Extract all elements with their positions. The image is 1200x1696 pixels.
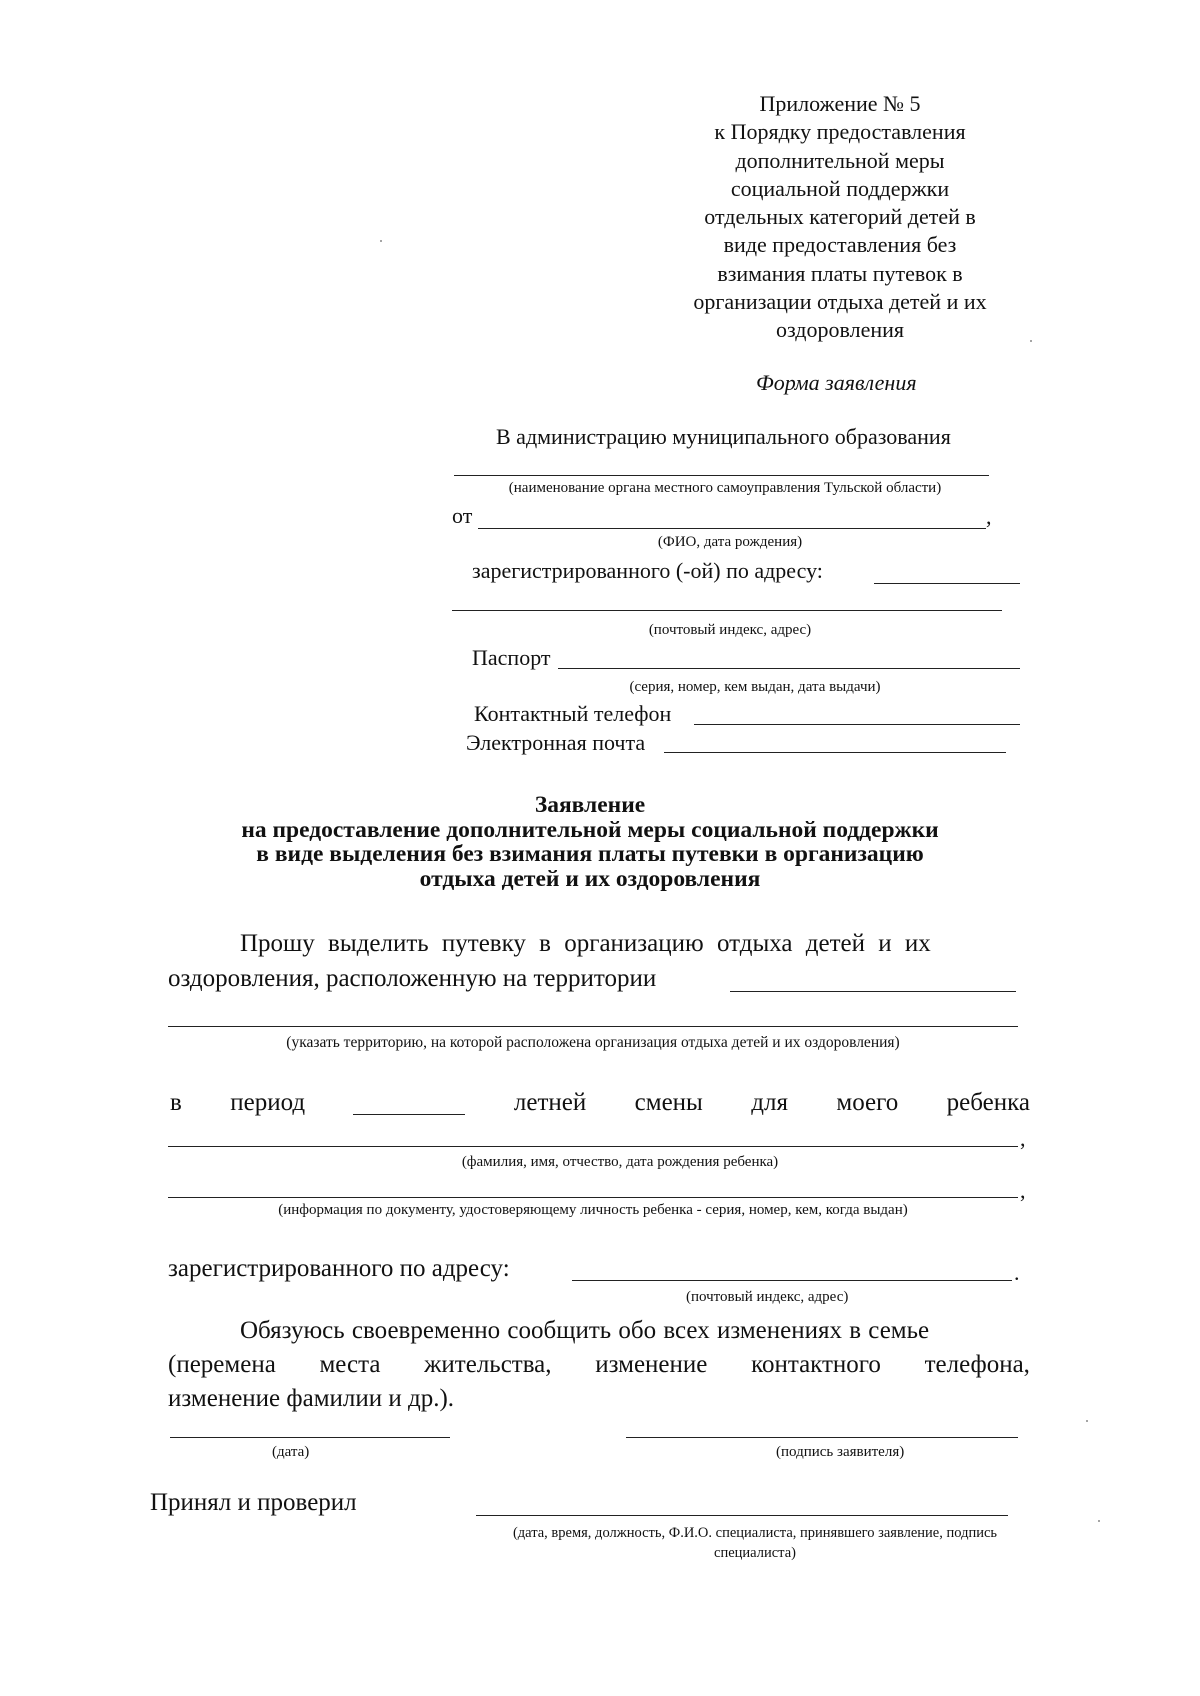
date-field[interactable] bbox=[170, 1437, 450, 1438]
obligation-line-2 bbox=[168, 1352, 1030, 1377]
specialist-caption-1: (дата, время, должность, Ф.И.О. специалиста, принявшего заявление, подпись bbox=[512, 1525, 998, 1541]
fio-caption: (ФИО, дата рождения) bbox=[657, 534, 803, 550]
passport-caption: (серия, номер, кем выдан, дата выдачи) bbox=[629, 679, 881, 695]
scan-speck bbox=[1086, 1420, 1088, 1422]
from-label: от bbox=[452, 503, 473, 528]
appendix-block bbox=[660, 90, 1020, 345]
from-comma: , bbox=[986, 504, 992, 529]
form-label: Форма заявления bbox=[756, 370, 917, 395]
email-field[interactable] bbox=[664, 752, 1006, 753]
territory-field[interactable] bbox=[730, 991, 1016, 992]
period-word: смены bbox=[634, 1089, 703, 1116]
child-registered-label: зарегистрированного по адресу: bbox=[168, 1255, 510, 1282]
child-info-field[interactable] bbox=[168, 1146, 1018, 1147]
child-document-field[interactable] bbox=[168, 1197, 1018, 1198]
obligation-line-3: изменение фамилии и др.). bbox=[168, 1385, 455, 1412]
request-line-1 bbox=[240, 931, 1030, 956]
registered-address-field[interactable] bbox=[874, 583, 1020, 584]
obligation-word: телефона, bbox=[924, 1351, 1030, 1378]
child-registered-dot: . bbox=[1014, 1260, 1020, 1285]
period-word: в bbox=[170, 1089, 182, 1116]
email-label: Электронная почта bbox=[466, 730, 646, 755]
appendix-line: Приложение № 5 bbox=[759, 91, 921, 116]
period-word: для bbox=[751, 1089, 788, 1116]
accepted-label: Принял и проверил bbox=[150, 1489, 357, 1516]
signature-caption: (подпись заявителя) bbox=[776, 1444, 905, 1460]
scan-speck bbox=[380, 240, 382, 242]
child-comma: , bbox=[1020, 1126, 1026, 1151]
title-line: на предоставление дополнительной меры социальной поддержки bbox=[241, 816, 939, 843]
appendix-line: организации отдыха детей и их bbox=[693, 289, 987, 315]
child-address-field[interactable] bbox=[572, 1280, 1012, 1281]
appendix-line: оздоровления bbox=[776, 317, 904, 343]
appendix-line: виде предоставления без bbox=[723, 232, 957, 258]
title-line: в виде выделения без взимания платы путевки в организацию bbox=[256, 841, 924, 867]
appendix-line: к Порядку предоставления bbox=[714, 119, 966, 145]
doc-comma: , bbox=[1020, 1178, 1026, 1203]
doc-caption: (информация по документу, удостоверяющему личность ребенка - серия, номер, кем, когда выдан) bbox=[278, 1202, 908, 1218]
appendix-line: взимания платы путевок в bbox=[717, 260, 963, 286]
date-caption: (дата) bbox=[272, 1444, 310, 1460]
admin-caption: (наименование органа местного самоуправления Тульской области) bbox=[508, 480, 942, 496]
period-word: моего bbox=[836, 1089, 899, 1116]
scan-speck bbox=[1030, 340, 1032, 342]
child-address-caption: (почтовый индекс, адрес) bbox=[686, 1289, 849, 1305]
obligation-word: контактного bbox=[751, 1351, 881, 1378]
scan-speck bbox=[1098, 1520, 1100, 1522]
territory-field-2[interactable] bbox=[168, 1026, 1018, 1027]
title-line: отдыха детей и их оздоровления bbox=[419, 865, 761, 892]
appendix-line: дополнительной меры bbox=[735, 147, 945, 173]
phone-label: Контактный телефон bbox=[474, 701, 672, 726]
address-caption: (почтовый индекс, адрес) bbox=[648, 622, 812, 638]
period-blank[interactable] bbox=[353, 1090, 465, 1115]
child-caption: (фамилия, имя, отчество, дата рождения ребенка) bbox=[461, 1154, 779, 1170]
obligation-word: изменение bbox=[595, 1351, 708, 1378]
phone-field[interactable] bbox=[694, 724, 1020, 725]
to-admin-text: В администрацию муниципального образования bbox=[496, 424, 951, 449]
obligation-word: места bbox=[319, 1351, 381, 1378]
period-word: летней bbox=[513, 1089, 587, 1116]
passport-field[interactable] bbox=[558, 668, 1020, 669]
request-line-2: оздоровления, расположенную на территории bbox=[168, 965, 657, 992]
registered-label: зарегистрированного (-ой) по адресу: bbox=[472, 558, 823, 583]
document-title bbox=[140, 793, 1040, 891]
period-word: ребенка bbox=[946, 1089, 1030, 1116]
applicant-signature-field[interactable] bbox=[626, 1437, 1018, 1438]
obligation-word: (перемена bbox=[168, 1351, 276, 1378]
request-text: Прошу выделить путевку в организацию отдыха детей и их bbox=[240, 930, 931, 957]
from-fio-field[interactable] bbox=[478, 528, 986, 529]
period-line bbox=[170, 1090, 1030, 1115]
appendix-line: отдельных категорий детей в bbox=[704, 204, 976, 230]
admin-name-field[interactable] bbox=[454, 475, 989, 476]
passport-label: Паспорт bbox=[472, 645, 551, 670]
obligation-line-1: Обязуюсь своевременно сообщить обо всех изменениях в семье bbox=[240, 1317, 930, 1344]
specialist-field[interactable] bbox=[476, 1515, 1008, 1516]
registered-address-field-2[interactable] bbox=[452, 610, 1002, 611]
period-word: период bbox=[230, 1089, 306, 1116]
appendix-line: социальной поддержки bbox=[730, 175, 950, 201]
obligation-word: жительства, bbox=[424, 1351, 552, 1378]
territory-caption: (указать территорию, на которой расположена организация отдыха детей и их оздоровления) bbox=[286, 1034, 900, 1051]
specialist-caption-2: специалиста) bbox=[714, 1545, 796, 1561]
title-line: Заявление bbox=[534, 792, 646, 818]
